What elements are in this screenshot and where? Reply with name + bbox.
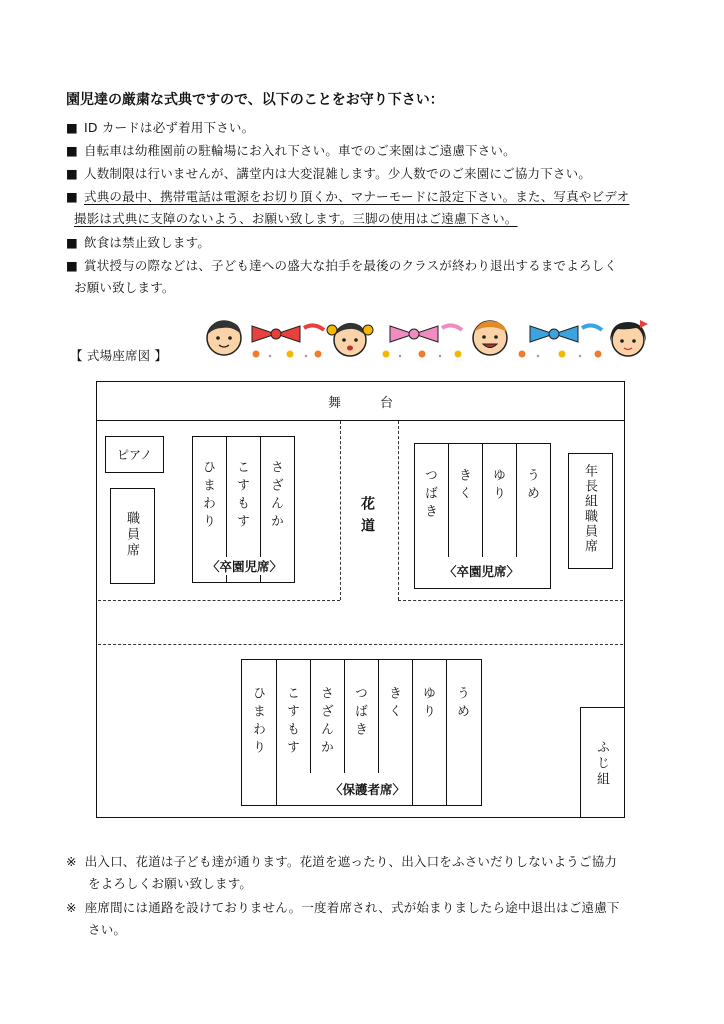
divider xyxy=(516,444,517,557)
aisle-line xyxy=(398,600,623,601)
notice-item-text: 自転車は幼稚園前の駐輪場にお入れ下さい。車でのご来園はご遠慮下さい。 xyxy=(84,143,516,158)
note-1 xyxy=(66,852,617,870)
bullet: ■ xyxy=(66,166,79,181)
child-face-icon xyxy=(327,323,373,356)
bullet: ■ xyxy=(66,120,79,135)
child-face-icon xyxy=(473,321,507,355)
parent-class-kiku: きく xyxy=(386,686,401,722)
note-2-cont: さい。 xyxy=(88,922,127,937)
note-text: 出入口、花道は子ども達が通ります。花道を遮ったり、出入口をふさいだりしないようご協力 xyxy=(84,854,618,869)
graduates-label-left: 〈卒園児席〉 xyxy=(207,559,283,574)
notice-item-3 xyxy=(66,164,591,182)
divider xyxy=(344,660,345,773)
star-flower-row xyxy=(253,351,602,358)
bullet: ■ xyxy=(66,235,79,250)
class-kosumosu: こすもす xyxy=(234,460,249,532)
piano-label: ピアノ xyxy=(116,448,153,462)
seating-title: 【 式場座席図 】 xyxy=(70,348,168,363)
parent-class-sazanka: さざんか xyxy=(318,686,333,758)
graduates-label-right: 〈卒園児席〉 xyxy=(444,564,520,579)
hanamichi-line-right xyxy=(398,421,399,600)
divider xyxy=(446,660,447,805)
parent-class-tsubaki: つばき xyxy=(352,686,367,740)
child-face-icon xyxy=(207,321,241,355)
fuji-group-label: ふじ組 xyxy=(594,740,609,788)
notice-item-2 xyxy=(66,141,516,159)
note-mark: ※ xyxy=(66,900,77,915)
divider xyxy=(378,660,379,773)
note-1-cont: をよろしくお願い致します。 xyxy=(88,876,253,891)
divider xyxy=(310,660,311,773)
aisle-line xyxy=(98,644,623,645)
fuji-group-seats xyxy=(580,707,625,818)
note-mark: ※ xyxy=(66,854,77,869)
aisle-line xyxy=(98,600,340,601)
class-ume: うめ xyxy=(524,468,539,504)
staff-seats xyxy=(110,488,155,584)
notice-item-4-cont: 撮影は式典に支障のないよう、お願い致します。三脚の使用はご遠慮下さい。 xyxy=(74,211,518,226)
staff-seats-label: 職員席 xyxy=(124,511,139,559)
notice-heading: 園児達の厳粛な式典ですので、以下のことをお守り下さい： xyxy=(66,92,444,108)
ribbon-icon xyxy=(390,325,462,342)
parents-label: 〈保護者席〉 xyxy=(330,782,406,797)
piano xyxy=(105,436,164,473)
ribbon-icon xyxy=(530,325,602,342)
parent-class-kosumosu: こすもす xyxy=(284,686,299,758)
kids-ribbon-banner xyxy=(200,316,660,362)
class-kiku: きく xyxy=(456,468,471,504)
parent-class-yuri: ゆり xyxy=(420,686,435,722)
divider xyxy=(448,444,449,557)
divider xyxy=(276,660,277,805)
divider xyxy=(482,444,483,557)
notice-item-text: 飲食は禁止致します。 xyxy=(84,235,211,250)
notice-item-6-cont: お願い致します。 xyxy=(74,280,175,295)
nencho-staff-label: 年長組職員席 xyxy=(582,464,597,554)
child-face-icon xyxy=(610,320,648,356)
bullet: ■ xyxy=(66,189,79,204)
notice-item-text: 式典の最中、携帯電話は電源をお切り頂くか、マナーモードに設定下さい。また、写真やビデオ xyxy=(84,189,630,204)
notice-item-1 xyxy=(66,118,254,136)
bullet: ■ xyxy=(66,258,79,273)
divider xyxy=(412,660,413,805)
notice-item-4 xyxy=(66,187,629,205)
notice-item-5 xyxy=(66,233,210,251)
class-sazanka: さざんか xyxy=(268,460,283,532)
ribbon-icon xyxy=(252,325,324,342)
notice-item-text: 賞状授与の際などは、子ども達への盛大な拍手を最後のクラスが終わり退出するまでよろしく xyxy=(84,258,618,273)
stage xyxy=(96,381,625,421)
hanamichi-line-left xyxy=(340,421,341,600)
bullet: ■ xyxy=(66,143,79,158)
nencho-staff-seats xyxy=(568,453,613,569)
notice-item-text: ID カードは必ず着用下さい。 xyxy=(84,120,255,135)
parent-class-ume: うめ xyxy=(454,686,469,722)
hanamichi-label: 花道 xyxy=(359,496,375,540)
class-tsubaki: つばき xyxy=(422,468,437,522)
note-text: 座席間には通路を設けておりません。一度着席され、式が始まりましたら途中退出はご遠慮下 xyxy=(84,900,620,915)
notice-item-text: 人数制限は行いませんが、講堂内は大変混雑します。少人数でのご来園にご協力下さい。 xyxy=(84,166,592,181)
class-yuri: ゆり xyxy=(490,468,505,504)
note-2 xyxy=(66,898,620,916)
notice-item-6 xyxy=(66,256,617,274)
stage-label: 舞 台 xyxy=(327,395,393,411)
parent-class-himawari: ひまわり xyxy=(250,686,265,758)
class-himawari: ひまわり xyxy=(200,460,215,532)
